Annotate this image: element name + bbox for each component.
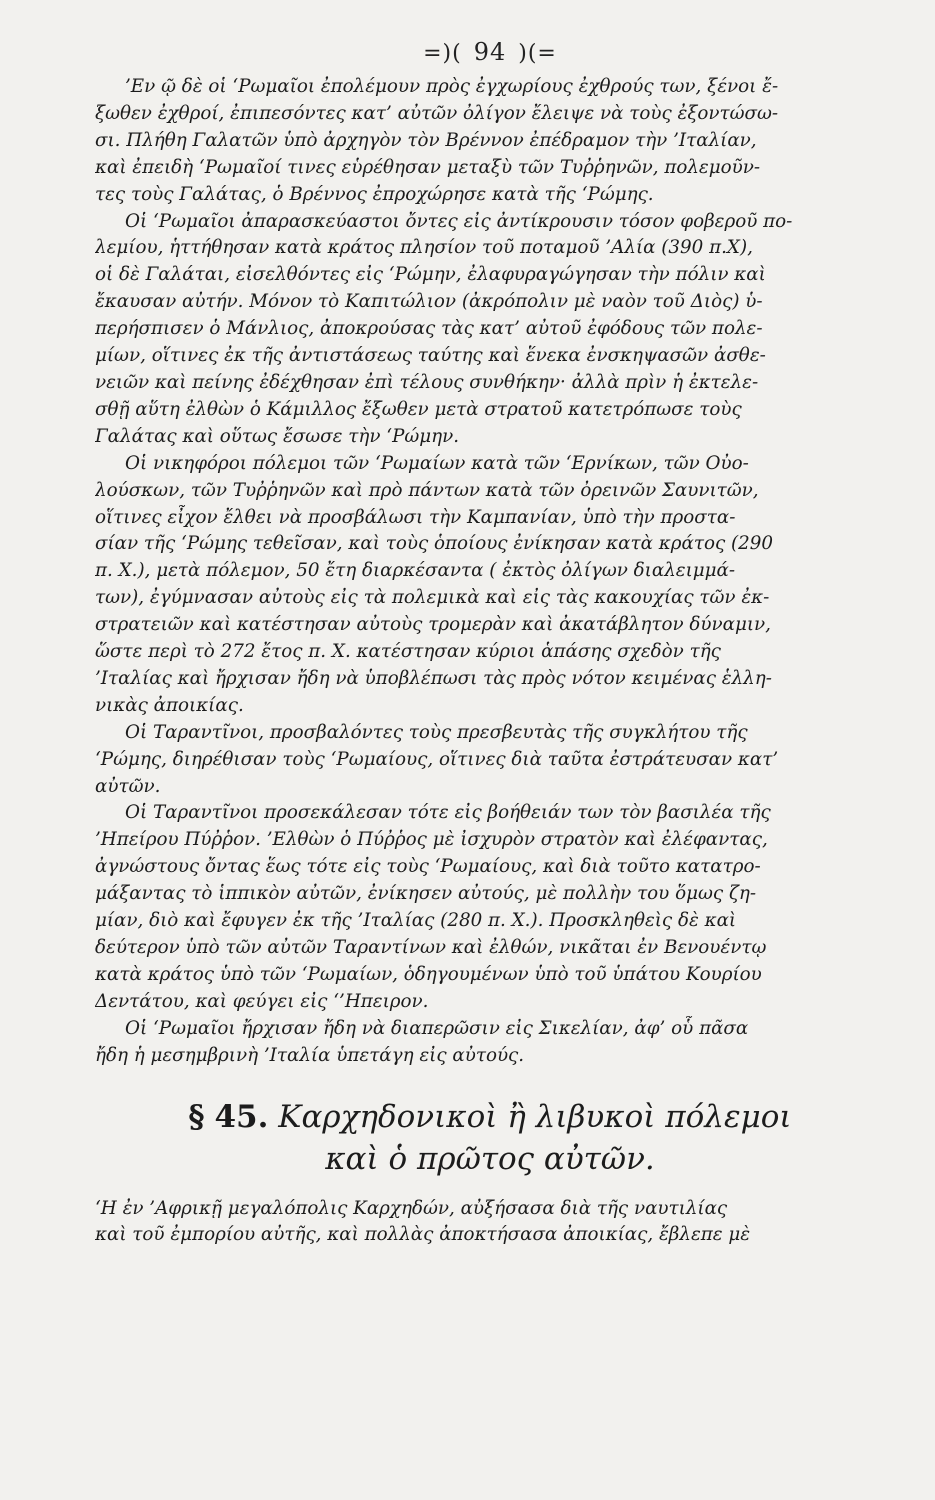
section-number: 45. (214, 1098, 269, 1135)
text-line: καὶ τοῦ ἐμπορίου αὐτῆς, καὶ πολλὰς ἀποκτήσασα ἀποικίας, ἔβλεπε μὲ (95, 1224, 751, 1246)
text-line: σθῇ αὕτη ἐλθὼν ὁ Κάμιλλος ἔξωθεν μετὰ στρατοῦ κατετρόπωσε τοὺς (95, 398, 742, 420)
text-line: Οἱ Ταραντῖνοι προσεκάλεσαν τότε εἰς βοήθειάν των τὸν βασιλέα τῆς (125, 802, 771, 824)
text-line: νικὰς ἀποικίας. (95, 694, 244, 716)
text-line: νειῶν καὶ πείνης ἐδέχθησαν ἐπὶ τέλους συνθήκην· ἀλλὰ πρὶν ἡ ἐκτελε- (95, 371, 759, 393)
text-line: ξωθεν ἐχθροί, ἐπιπεσόντες κατ’ αὐτῶν ὀλίγον ἔλειψε νὰ τοὺς ἐξοντώσω- (95, 102, 779, 124)
text-line: σίαν τῆς ‘Ρώμης τεθεῖσαν, καὶ τοὺς ὁποίους ἐνίκησαν κατὰ κράτος (290 (95, 533, 774, 555)
text-line: Δεντάτου, καὶ φεύγει εἰς ‘’Ηπειρον. (95, 990, 429, 1012)
text-line: των), ἐγύμνασαν αὐτοὺς εἰς τὰ πολεμικὰ καὶ εἰς τὰς κακουχίας τῶν ἐκ- (95, 587, 770, 609)
paragraph-7 (95, 1196, 885, 1250)
text-line: ’Ηπείρου Πύῤῥον. ’Ελθὼν ὁ Πύῤῥος μὲ ἰσχυρὸν στρατὸν καὶ ἐλέφαντας, (95, 829, 768, 851)
text-line: Οἱ νικηφόροι πόλεμοι τῶν ‘Ρωμαίων κατὰ τῶν ‘Ερνίκων, τῶν Οὐο- (125, 452, 749, 474)
paragraph-2 (95, 209, 885, 451)
text-line: στρατειῶν καὶ κατέστησαν αὐτοὺς τρομερὰν καὶ ἀκατάβλητον δύναμιν, (95, 614, 771, 636)
text-line: λούσκων, τῶν Τυῤῥηνῶν καὶ πρὸ πάντων κατὰ τῶν ὀρεινῶν Σαυνιτῶν, (95, 479, 759, 501)
section-title-line-2: καὶ ὁ πρῶτος αὐτῶν. (325, 1140, 655, 1177)
text-line: ἔκαυσαν αὐτήν. Μόνον τὸ Καπιτώλιον (ἀκρόπολιν μὲ ναὸν τοῦ Διὸς) ὑ- (95, 291, 763, 313)
running-head-ornament-right: )(= (518, 41, 557, 66)
text-line: αὐτῶν. (95, 775, 161, 797)
section-title-line-1: Καρχηδονικοὶ ἢ λιβυκοὶ πόλεμοι (278, 1098, 792, 1135)
running-head (95, 38, 885, 66)
page-number: 94 (473, 38, 507, 66)
text-line: ’Ιταλίας καὶ ἤρχισαν ἤδη νὰ ὑποβλέπωσι τὰς πρὸς νότον κειμένας ἑλλη- (95, 667, 772, 689)
text-line: μίων, οἵτινες ἐκ τῆς ἀντιστάσεως ταύτης καὶ ἕνεκα ἐνσκηψασῶν ἀσθε- (95, 345, 766, 367)
text-line: οἵτινες εἶχον ἔλθει νὰ προσβάλωσι τὴν Καμπανίαν, ὑπὸ τὴν προστα- (95, 506, 736, 528)
text-line: κατὰ κράτος ὑπὸ τῶν ‘Ρωμαίων, ὁδηγουμένων ὑπὸ τοῦ ὑπάτου Κουρίου (95, 963, 762, 985)
paragraph-1 (95, 74, 885, 209)
text-line: Γαλάτας καὶ οὕτως ἔσωσε τὴν ‘Ρώμην. (95, 425, 460, 447)
text-line: σι. Πλήθη Γαλατῶν ὑπὸ ἀρχηγὸν τὸν Βρέννον ἐπέδραμον τὴν ’Ιταλίαν, (95, 129, 757, 151)
text-line: τες τοὺς Γαλάτας, ὁ Βρέννος ἐπροχώρησε κατὰ τῆς ‘Ρώμης. (95, 183, 654, 205)
text-line: δεύτερον ὑπὸ τῶν αὐτῶν Ταραντίνων καὶ ἐλθών, νικᾶται ἐν Βενουέντῳ (95, 937, 767, 958)
text-line: καὶ ἐπειδὴ ‘Ρωμαῖοί τινες εὑρέθησαν μεταξὺ τῶν Τυῤῥηνῶν, πολεμοῦν- (95, 156, 761, 178)
text-line: περήσπισεν ὁ Μάνλιος, ἀποκρούσας τὰς κατ’ αὐτοῦ ἐφόδους τῶν πολε- (95, 318, 763, 340)
paragraph-5 (95, 800, 885, 1015)
section-heading (95, 1096, 885, 1180)
section-sign: § (188, 1098, 205, 1135)
text-line: Οἱ ‘Ρωμαῖοι ἀπαρασκεύαστοι ὄντες εἰς ἀντίκρουσιν τόσον φοβεροῦ πο- (125, 210, 793, 232)
paragraph-4 (95, 720, 885, 801)
text-line: ὥστε περὶ τὸ 272 ἔτος π. Χ. κατέστησαν κύριοι ἁπάσης σχεδὸν τῆς (95, 641, 721, 663)
text-line: Οἱ Ταραντῖνοι, προσβαλόντες τοὺς πρεσβευτὰς τῆς συγκλήτου τῆς (125, 721, 748, 743)
section-heading-line-1 (95, 1096, 885, 1138)
paragraph-3 (95, 451, 885, 720)
text-line: ‘Η ἐν ’Αφρικῇ μεγαλόπολις Καρχηδών, αὐξήσασα διὰ τῆς ναυτιλίας (95, 1197, 728, 1219)
text-line: ἀγνώστους ὄντας ἕως τότε εἰς τοὺς ‘Ρωμαίους, καὶ διὰ τοῦτο κατατρο- (95, 856, 761, 878)
text-line: μίαν, διὸ καὶ ἔφυγεν ἐκ τῆς ’Ιταλίας (280 π. Χ.). Προσκληθεὶς δὲ καὶ (95, 910, 737, 932)
text-line: π. Χ.), μετὰ πόλεμον, 50 ἔτη διαρκέσαντα ( ἐκτὸς ὀλίγων διαλειμμά- (95, 560, 736, 582)
paragraph-6 (95, 1016, 885, 1070)
text-line: λεμίου, ἡττήθησαν κατὰ κράτος πλησίον τοῦ ποταμοῦ ’Αλία (390 π.Χ), (95, 237, 753, 259)
text-line: οἱ δὲ Γαλάται, εἰσελθόντες εἰς ‘Ρώμην, ἐλαφυραγώγησαν τὴν πόλιν καὶ (95, 264, 766, 286)
text-line: ’Εν ῷ δὲ οἱ ‘Ρωμαῖοι ἐπολέμουν πρὸς ἐγχωρίους ἐχθρούς των, ξένοι ἔ- (125, 76, 779, 97)
book-page (95, 38, 885, 1249)
text-line: μάξαντας τὸ ἱππικὸν αὐτῶν, ἐνίκησεν αὐτούς, μὲ πολλὴν του ὅμως ζη- (95, 883, 756, 905)
running-head-ornament-left: =)( (423, 41, 462, 66)
text-line: ‘Ρώμης, διηρέθισαν τοὺς ‘Ρωμαίους, οἵτινες διὰ ταῦτα ἐστράτευσαν κατ’ (95, 748, 779, 770)
text-line: ἤδη ἡ μεσημβρινὴ ’Ιταλία ὑπετάγη εἰς αὐτούς. (95, 1044, 525, 1066)
text-line: Οἱ ‘Ρωμαῖοι ἤρχισαν ἤδη νὰ διαπερῶσιν εἰς Σικελίαν, ἀφ’ οὗ πᾶσα (125, 1017, 749, 1039)
